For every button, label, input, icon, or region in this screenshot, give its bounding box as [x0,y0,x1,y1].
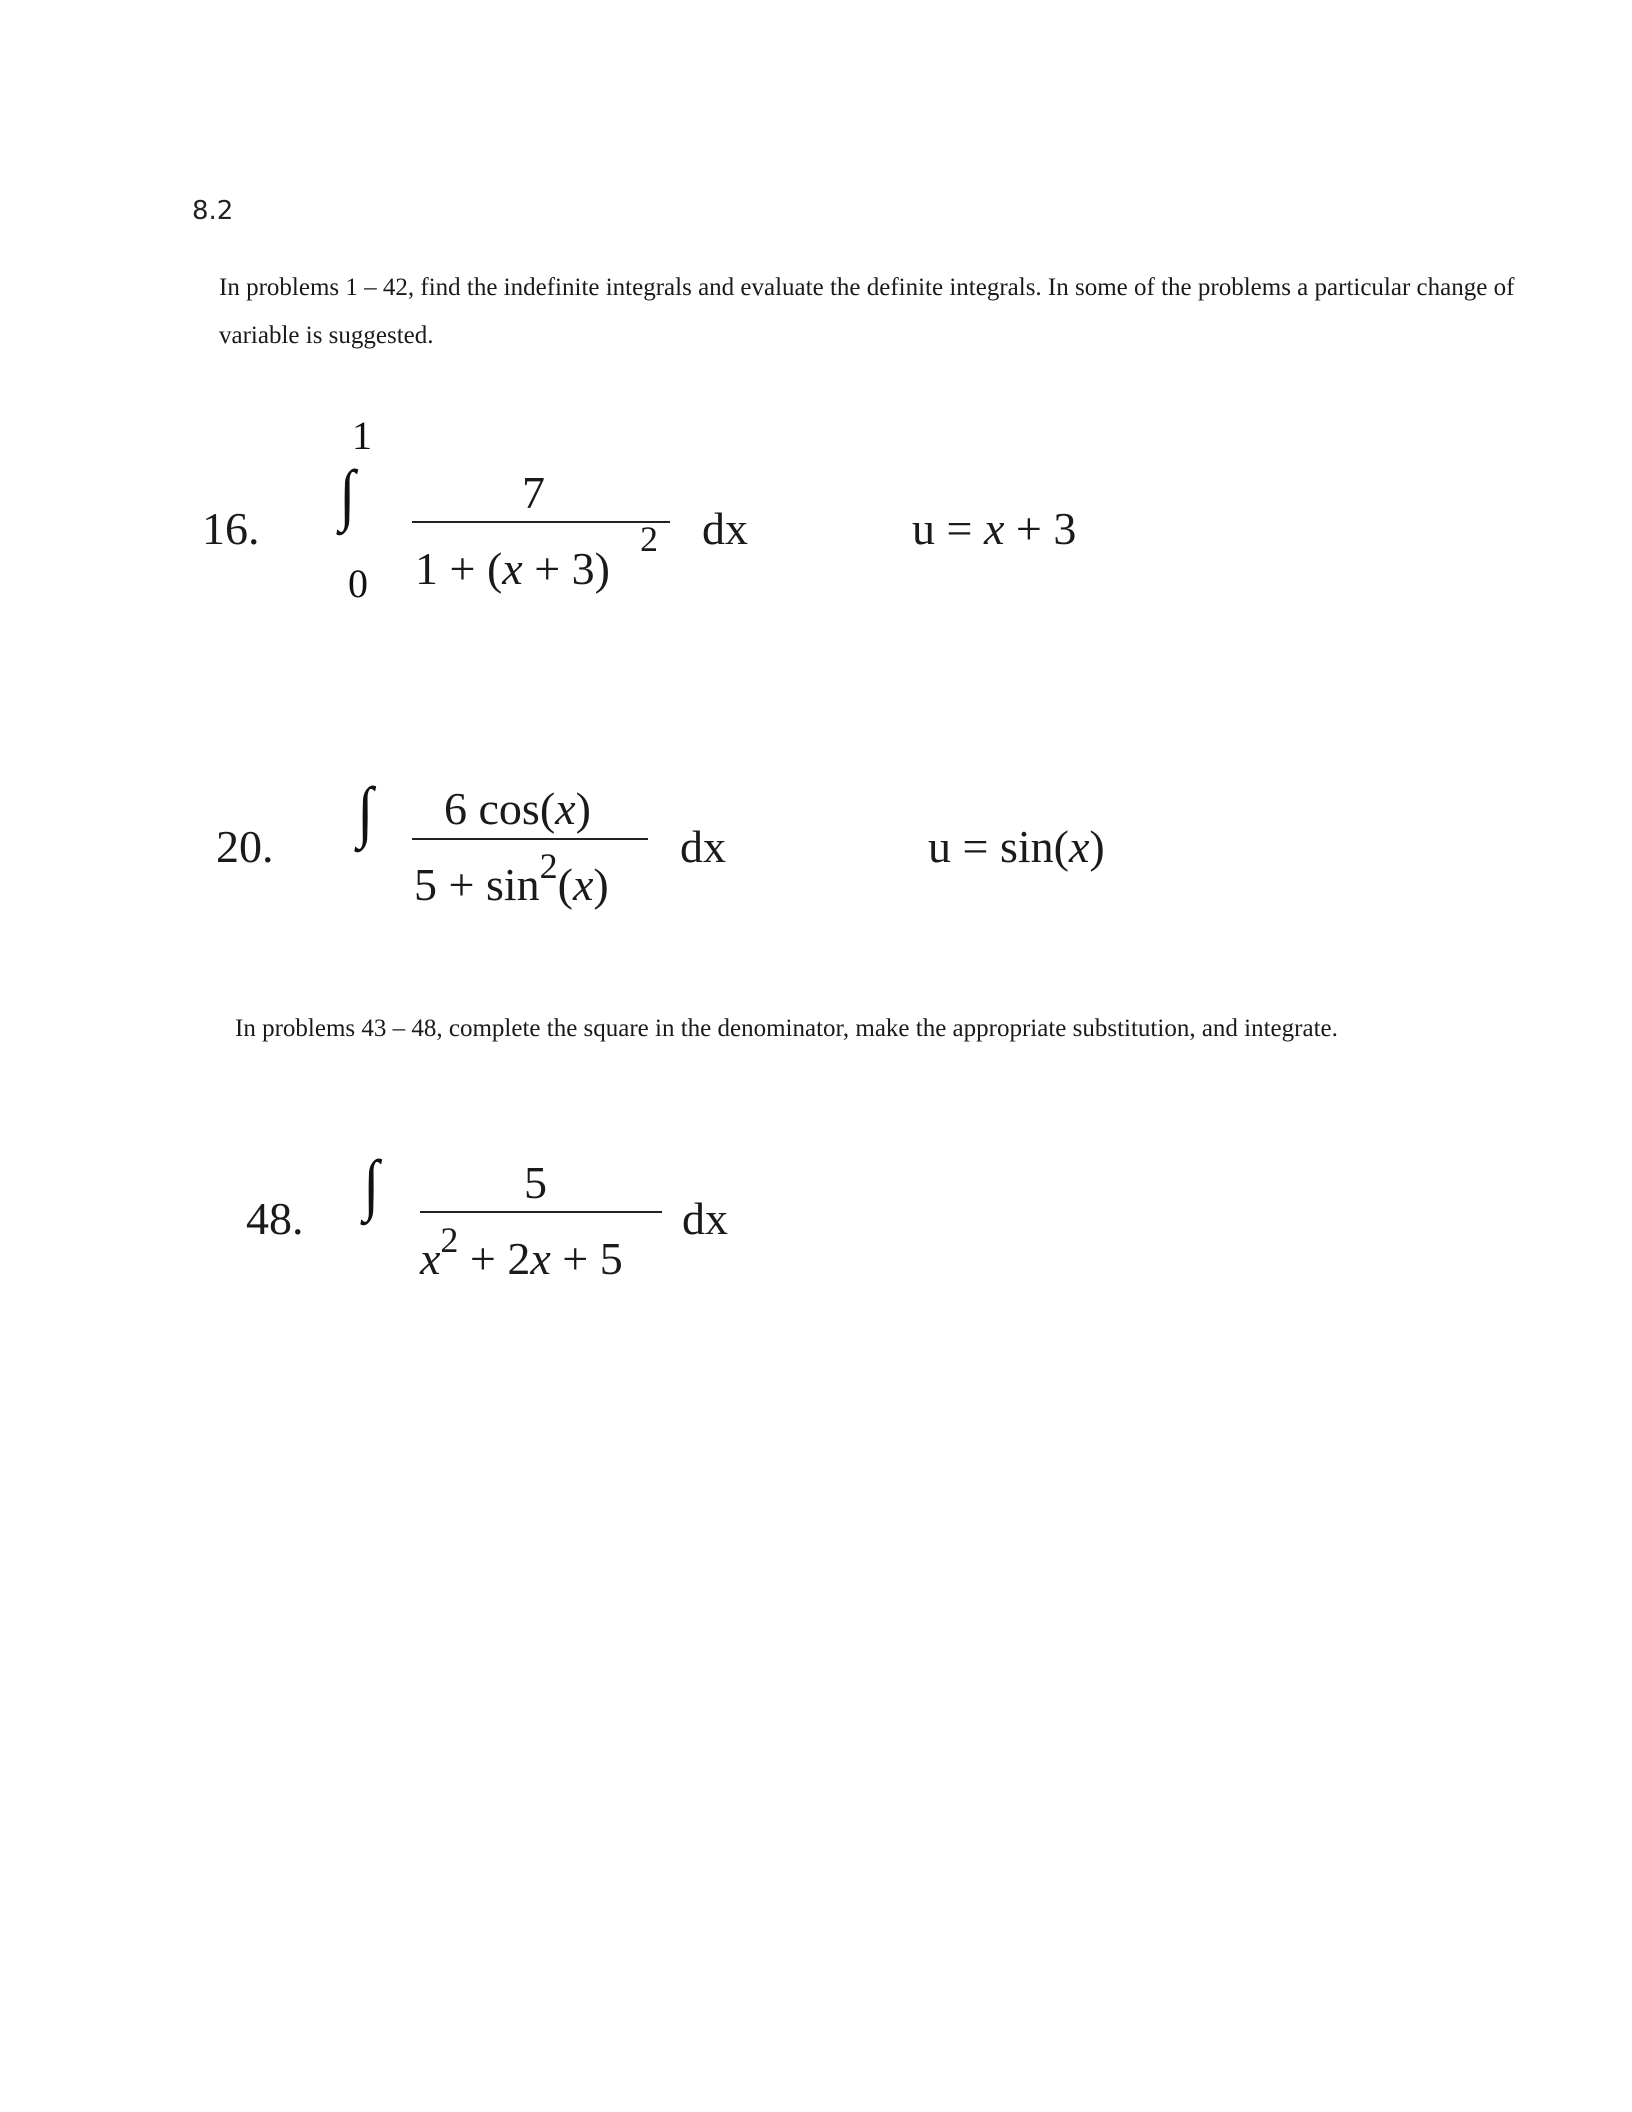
differential: dx [682,1193,728,1244]
denominator: $5 + \sin^2(x)$ [414,846,609,910]
integral-sign: ∫ [363,1146,380,1222]
problem-number: 20. [216,821,274,872]
section-number: 8.2 [192,196,234,226]
lower-limit: 0 [348,561,368,606]
instructions-problems-1-42: In problems 1 – 42, find the indefinite integrals and evaluate the definite integrals. In some of the problems a particular change of variable is suggested. [219,274,1515,349]
problem-number: 48. [246,1193,304,1244]
problem-number: 16. [202,503,260,554]
integral-sign: ∫ [357,773,374,849]
fraction-bar [420,1211,662,1213]
instructions-problems-43-48: In problems 43 – 48, complete the square in the denominator, make the appropriate substitution, and integrate. [235,1015,1338,1042]
numerator: 7 [522,467,545,518]
exponent: 2 [640,519,658,559]
numerator: 5 [524,1157,547,1208]
integral-sign: ∫ [339,456,356,532]
denominator: 1 + (x + 3) [415,543,610,594]
substitution: u = x + 3 [912,503,1077,554]
differential: dx [702,503,748,554]
denominator: $x^2 + 2x + 5$ [420,1220,623,1284]
numerator: 6 cos(x) [444,783,591,834]
substitution: u = sin(x) [928,821,1105,872]
upper-limit: 1 [352,413,372,458]
differential: dx [680,821,726,872]
fraction-bar [412,838,648,840]
fraction-bar [412,521,670,523]
